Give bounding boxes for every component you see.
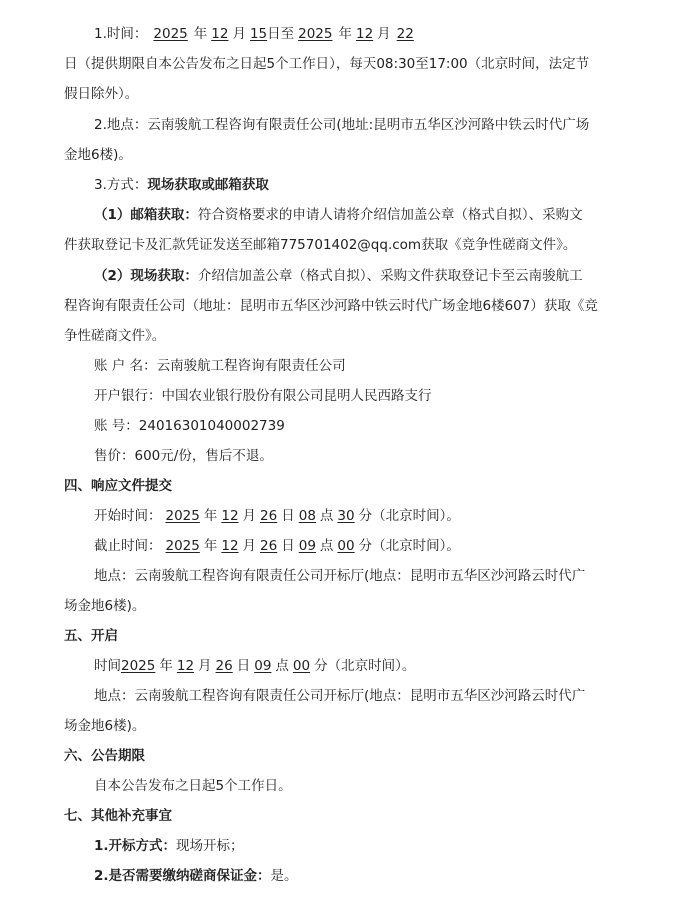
submission-end-year: 2025 [165,538,200,554]
account-number: 账 号：24016301040002739 [94,418,285,434]
unit-year: 年 [159,658,173,674]
obtain-method-label: 3.方式： [94,177,148,193]
other-item-1-value: 现场开标； [176,838,244,854]
submission-start-month: 12 [221,508,239,524]
section-heading-submission: 四、响应文件提交 [64,478,172,494]
obtain-method-value: 现场获取或邮箱获取 [147,177,269,193]
opening-month: 12 [176,658,195,674]
obtain-start-year: 2025 [153,26,188,42]
submission-start-time [94,506,460,526]
obtain-time-line2: 日（提供期限自本公告发布之日起5个工作日），每天08:30至17:00（北京时间，法定节 [64,56,590,72]
submission-end-month: 12 [221,538,239,554]
email-obtain-text: 符合资格要求的申请人请将介绍信加盖公章（格式自拟）、采购文 [197,207,583,223]
unit-day: 日 [281,508,295,524]
submission-start-minute: 30 [337,508,355,524]
onsite-obtain-line1 [94,266,583,286]
opening-time-label: 时间 [94,658,121,674]
unit-year: 年 [193,26,208,42]
submission-end-minute: 00 [337,538,355,554]
other-item-2-value: 是。 [270,868,298,884]
unit-year: 年 [338,26,352,42]
email-obtain-label: （1）邮箱获取： [94,207,198,223]
obtain-method-line [94,175,269,195]
obtain-time-line3: 假日除外）。 [64,86,139,102]
obtain-time-line [94,24,414,44]
unit-hour: 点 [319,508,334,524]
opening-minute: 00 [292,658,311,674]
submission-end-day: 26 [260,538,278,554]
unit-day-to: 日至 [267,26,295,42]
unit-hour: 点 [319,538,334,554]
unit-minute-tz: 分（北京时间）。 [358,538,460,554]
onsite-obtain-text: 介绍信加盖公章（格式自拟）、采购文件获取登记卡至云南骏航工 [197,268,583,284]
opening-location-line1: 地点：云南骏航工程咨询有限责任公司开标厅(地点：昆明市五华区沙河路云时代广 [94,688,586,704]
submission-start-label: 开始时间： [94,508,162,524]
unit-month: 月 [377,26,391,42]
unit-year: 年 [203,508,218,524]
obtain-end-year: 2025 [298,26,333,42]
other-item-2 [94,866,298,886]
obtain-time-label: 1.时间： [94,26,148,42]
opening-hour: 09 [254,658,272,674]
submission-end-time [94,536,460,556]
onsite-obtain-line2: 程咨询有限责任公司（地址：昆明市五华区沙河路中铁云时代广场金地6楼607）获取《竞 [64,298,598,314]
submission-start-hour: 08 [298,508,316,524]
opening-location-line2: 场金地6楼)。 [64,718,146,734]
period-text: 自本公告发布之日起5个工作日。 [94,778,292,794]
document-price: 售价：600元/份，售后不退。 [94,448,273,464]
submission-start-day: 26 [260,508,278,524]
other-item-1 [94,836,244,856]
obtain-location-line2: 金地6楼)。 [64,147,132,163]
onsite-obtain-label: （2）现场获取： [94,268,198,284]
obtain-location-line1: 2.地点：云南骏航工程咨询有限责任公司(地址:昆明市五华区沙河路中铁云时代广场 [94,117,590,133]
unit-day: 日 [281,538,295,554]
email-obtain-line1 [94,205,583,225]
obtain-start-day: 15 [249,26,268,42]
submission-location-line2: 场金地6楼)。 [64,598,146,614]
section-heading-opening: 五、开启 [64,628,118,644]
obtain-start-month: 12 [211,26,229,42]
other-item-2-label: 2.是否需要缴纳磋商保证金： [94,868,271,884]
unit-minute-tz: 分（北京时间）。 [314,658,416,674]
unit-day: 日 [236,658,251,674]
unit-month: 月 [198,658,212,674]
obtain-end-day: 22 [396,26,414,42]
section-heading-other: 七、其他补充事宜 [64,808,172,824]
unit-month: 月 [242,508,257,524]
unit-minute-tz: 分（北京时间）。 [358,508,460,524]
unit-hour: 点 [275,658,289,674]
onsite-obtain-line3: 争性磋商文件》。 [64,328,166,344]
submission-start-year: 2025 [165,508,200,524]
submission-end-hour: 09 [298,538,316,554]
obtain-end-month: 12 [355,26,374,42]
unit-year: 年 [203,538,218,554]
submission-end-label: 截止时间： [94,538,162,554]
opening-day: 26 [215,658,233,674]
email-obtain-line2: 件获取登记卡及汇款凭证发送至邮箱775701402@qq.com获取《竞争性磋商文件》。 [64,237,577,253]
opening-time [94,656,415,676]
section-heading-period: 六、公告期限 [64,748,145,764]
account-name: 账 户 名：云南骏航工程咨询有限责任公司 [94,358,346,374]
unit-month: 月 [242,538,257,554]
unit-month: 月 [232,26,246,42]
submission-location-line1: 地点：云南骏航工程咨询有限责任公司开标厅(地点：昆明市五华区沙河路云时代广 [94,568,586,584]
opening-year: 2025 [121,658,156,674]
other-item-1-label: 1.开标方式： [94,838,177,854]
bank-name: 开户银行：中国农业银行股份有限公司昆明人民西路支行 [94,388,432,404]
